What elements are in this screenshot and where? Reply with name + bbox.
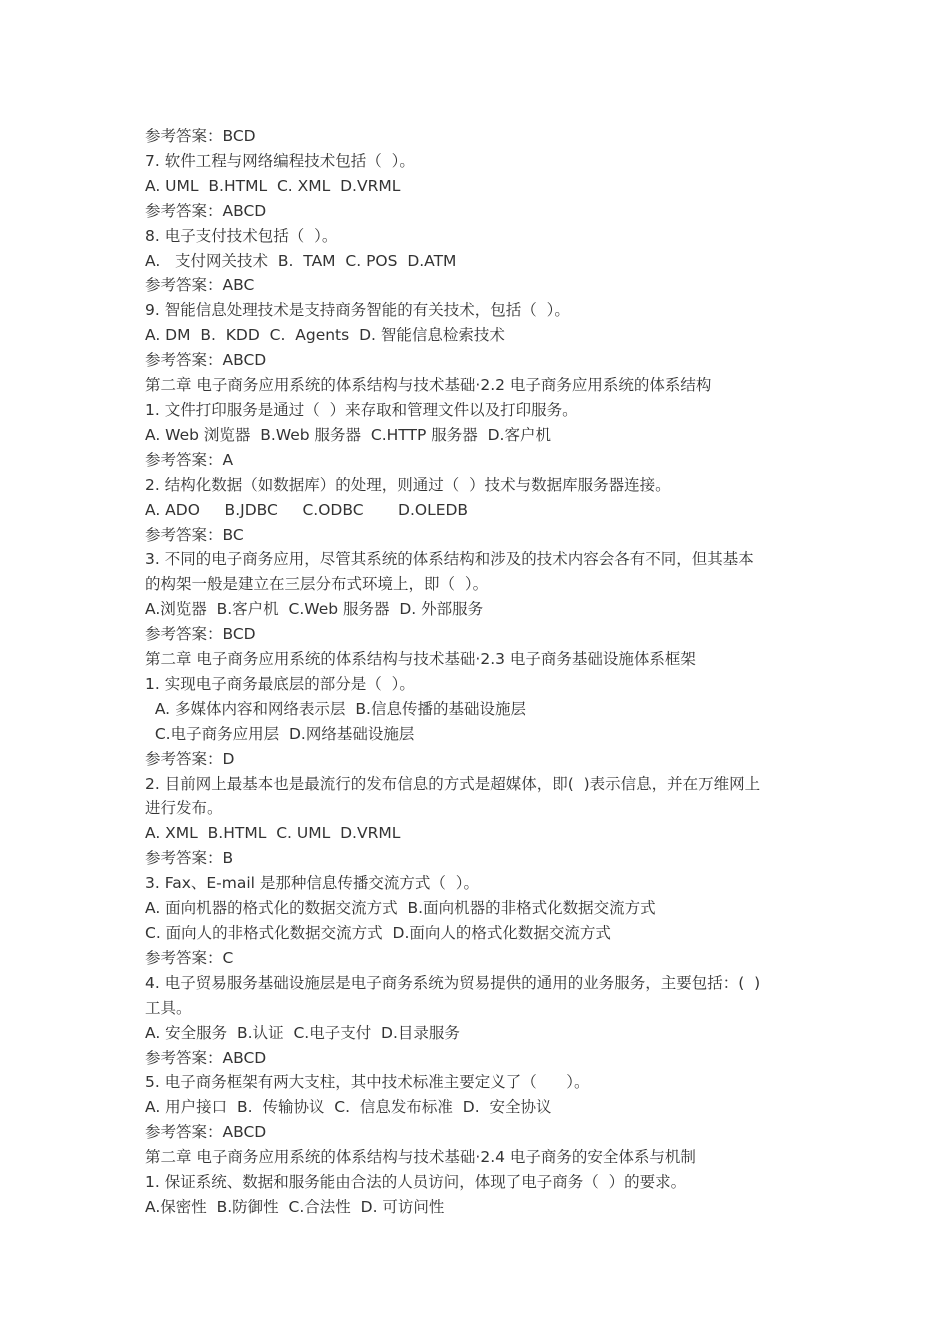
question-line-continued: 进行发布。 — [145, 799, 223, 818]
question-line-continued: 的构架一般是建立在三层分布式环境上，即（ ）。 — [145, 575, 489, 594]
question-line: 1. 保证系统、数据和服务能由合法的人员访问，体现了电子商务（ ）的要求。 — [145, 1173, 687, 1192]
options-line: A. 面向机器的格式化的数据交流方式 B.面向机器的非格式化数据交流方式 — [145, 899, 656, 918]
options-line: A. DM B. KDD C. Agents D. 智能信息检索技术 — [145, 326, 505, 345]
options-line: A. UML B.HTML C. XML D.VRML — [145, 176, 401, 195]
answer-line: 参考答案：D — [145, 749, 235, 768]
options-line: A. 安全服务 B.认证 C.电子支付 D.目录服务 — [145, 1023, 460, 1042]
options-line: A. 多媒体内容和网络表示层 B.信息传播的基础设施层 — [145, 699, 526, 718]
question-line-continued: 工具。 — [145, 998, 192, 1017]
answer-line: 参考答案：ABCD — [145, 1048, 267, 1067]
options-line: A.浏览器 B.客户机 C.Web 服务器 D. 外部服务 — [145, 600, 484, 619]
answer-line: 参考答案：ABCD — [145, 201, 267, 220]
question-line: 5. 电子商务框架有两大支柱，其中技术标准主要定义了（ ）。 — [145, 1073, 590, 1092]
question-line: 3. Fax、E-mail 是那种信息传播交流方式（ ）。 — [145, 874, 480, 893]
question-line: 2. 目前网上最基本也是最流行的发布信息的方式是超媒体，即( )表示信息，并在万维网上 — [145, 774, 761, 793]
options-line: A. XML B.HTML C. UML D.VRML — [145, 824, 401, 843]
options-line: A. 支付网关技术 B. TAM C. POS D.ATM — [145, 251, 457, 270]
section-heading: 第二章 电子商务应用系统的体系结构与技术基础·2.4 电子商务的安全体系与机制 — [145, 1148, 696, 1167]
answer-line: 参考答案：ABCD — [145, 1123, 267, 1142]
question-line: 1. 文件打印服务是通过（ ）来存取和管理文件以及打印服务。 — [145, 400, 578, 419]
question-line: 8. 电子支付技术包括（ ）。 — [145, 226, 338, 245]
question-line: 1. 实现电子商务最底层的部分是（ ）。 — [145, 674, 415, 693]
answer-line: 参考答案：C — [145, 948, 234, 967]
answer-line: 参考答案：BCD — [145, 625, 256, 644]
options-line: A. 用户接口 B. 传输协议 C. 信息发布标准 D. 安全协议 — [145, 1098, 552, 1117]
answer-line: 参考答案：BC — [145, 525, 244, 544]
options-line: C.电子商务应用层 D.网络基础设施层 — [145, 724, 415, 743]
question-line: 2. 结构化数据（如数据库）的处理，则通过（ ）技术与数据库服务器连接。 — [145, 475, 671, 494]
answer-line: 参考答案：ABCD — [145, 351, 267, 370]
options-line: A. Web 浏览器 B.Web 服务器 C.HTTP 服务器 D.客户机 — [145, 425, 551, 444]
options-line: A. ADO B.JDBC C.ODBC D.OLEDB — [145, 500, 469, 519]
answer-line: 参考答案：BCD — [145, 127, 256, 145]
options-line: A.保密性 B.防御性 C.合法性 D. 可访问性 — [145, 1197, 445, 1216]
section-heading: 第二章 电子商务应用系统的体系结构与技术基础·2.2 电子商务应用系统的体系结构 — [145, 376, 712, 395]
question-line: 9. 智能信息处理技术是支持商务智能的有关技术，包括（ ）。 — [145, 301, 570, 320]
question-line: 7. 软件工程与网络编程技术包括（ ）。 — [145, 151, 415, 170]
question-line: 4. 电子贸易服务基础设施层是电子商务系统为贸易提供的通用的业务服务，主要包括：( ) — [145, 973, 761, 992]
answer-line: 参考答案：B — [145, 849, 234, 868]
answer-line: 参考答案：A — [145, 450, 234, 469]
answer-line: 参考答案：ABC — [145, 276, 255, 295]
options-line: C. 面向人的非格式化数据交流方式 D.面向人的格式化数据交流方式 — [145, 924, 611, 942]
question-line: 3. 不同的电子商务应用，尽管其系统的体系结构和涉及的技术内容会各有不同，但其基本 — [145, 550, 754, 569]
document-page — [145, 124, 815, 1220]
section-heading: 第二章 电子商务应用系统的体系结构与技术基础·2.3 电子商务基础设施体系框架 — [145, 650, 696, 669]
